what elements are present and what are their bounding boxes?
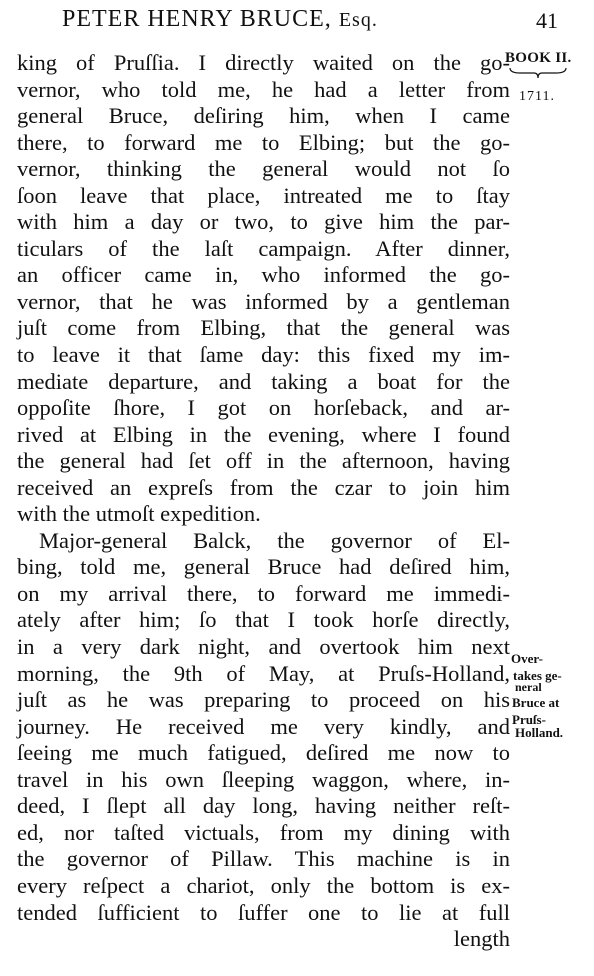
- text-line: oppoſite ſhore, I got on horſeback, and ar-: [17, 395, 510, 421]
- text-line: Major-general Balck, the governor of El-: [39, 527, 510, 553]
- text-line: there, to forward me to Elbing; but the go-: [17, 129, 510, 155]
- margin-year: 1711.: [519, 89, 555, 104]
- running-head-title: PETER HENRY BRUCE,: [62, 6, 332, 32]
- text-line: the governor of Pillaw. This machine is in: [17, 846, 510, 872]
- text-line: juſt come from Elbing, that the general was: [17, 315, 510, 341]
- side-note-line: Pruſs-: [512, 712, 546, 727]
- running-head-suffix: Esq.: [338, 9, 378, 31]
- text-line: with the utmoſt expedition.: [17, 501, 261, 527]
- text-line: deed, I ſlept all day long, having neither reſt-: [17, 793, 510, 819]
- text-line: the general had ſet off in the afternoon, having: [17, 448, 510, 474]
- text-line: an officer came in, who informed the go-: [17, 262, 510, 288]
- side-note-line: Holland.: [515, 725, 564, 740]
- text-line: ed, nor taſted victuals, from my dining with: [17, 819, 510, 845]
- text-line: in a very dark night, and overtook him next: [17, 634, 510, 660]
- text-line: bing, told me, general Bruce had deſired him,: [17, 554, 510, 580]
- side-note-line: Bruce at: [512, 695, 560, 710]
- catchword: length: [453, 926, 510, 952]
- text-line: received an expreſs from the czar to join him: [17, 474, 510, 500]
- text-line: travel in his own ſleeping waggon, where, in-: [17, 766, 510, 792]
- text-line: king of Pruſſia. I directly waited on the go-: [17, 50, 510, 75]
- margin-brace-icon: [508, 66, 568, 80]
- text-line: general Bruce, deſiring him, when I came: [17, 103, 510, 129]
- text-line: ſeeing me much fatigued, deſired me now to: [17, 740, 510, 766]
- page-number: 41: [536, 8, 558, 33]
- text-line: juſt as he was preparing to proceed on his: [17, 687, 510, 713]
- margin-book-label: BOOK II.: [505, 50, 572, 66]
- text-line: on my arrival there, to forward me immedi-: [17, 580, 510, 606]
- text-line: morning, the 9th of May, at Pruſs-Holland,: [17, 660, 510, 686]
- text-line: ticulars of the laſt campaign. After dinner,: [17, 235, 510, 261]
- text-line: vernor, thinking the general would not ſo: [17, 156, 510, 182]
- side-note-line: Over-: [511, 651, 543, 666]
- side-note-line: takes ge-: [513, 668, 562, 683]
- side-note-line: neral: [515, 680, 542, 694]
- text-line: every reſpect a chariot, only the bottom is ex-: [17, 872, 510, 898]
- text-line: ſoon leave that place, intreated me to ſtay: [17, 182, 510, 208]
- text-line: tended ſufficient to ſuffer one to lie at full: [17, 899, 510, 925]
- text-line: ately after him; ſo that I took horſe directly,: [17, 607, 510, 633]
- text-line: rived at Elbing in the evening, where I found: [17, 421, 510, 447]
- text-line: journey. He received me very kindly, and: [17, 713, 510, 739]
- body-text: [17, 50, 510, 953]
- text-line: vernor, that he was informed by a gentleman: [17, 288, 510, 314]
- text-line: with him a day or two, to give him the par-: [17, 209, 510, 235]
- text-line: to leave it that ſame day: this fixed my im-: [17, 342, 510, 368]
- text-line: vernor, who told me, he had a letter from: [17, 76, 510, 102]
- text-line: mediate departure, and taking a boat for the: [17, 368, 510, 394]
- running-head: [62, 6, 378, 33]
- margin-side-note: [511, 650, 593, 741]
